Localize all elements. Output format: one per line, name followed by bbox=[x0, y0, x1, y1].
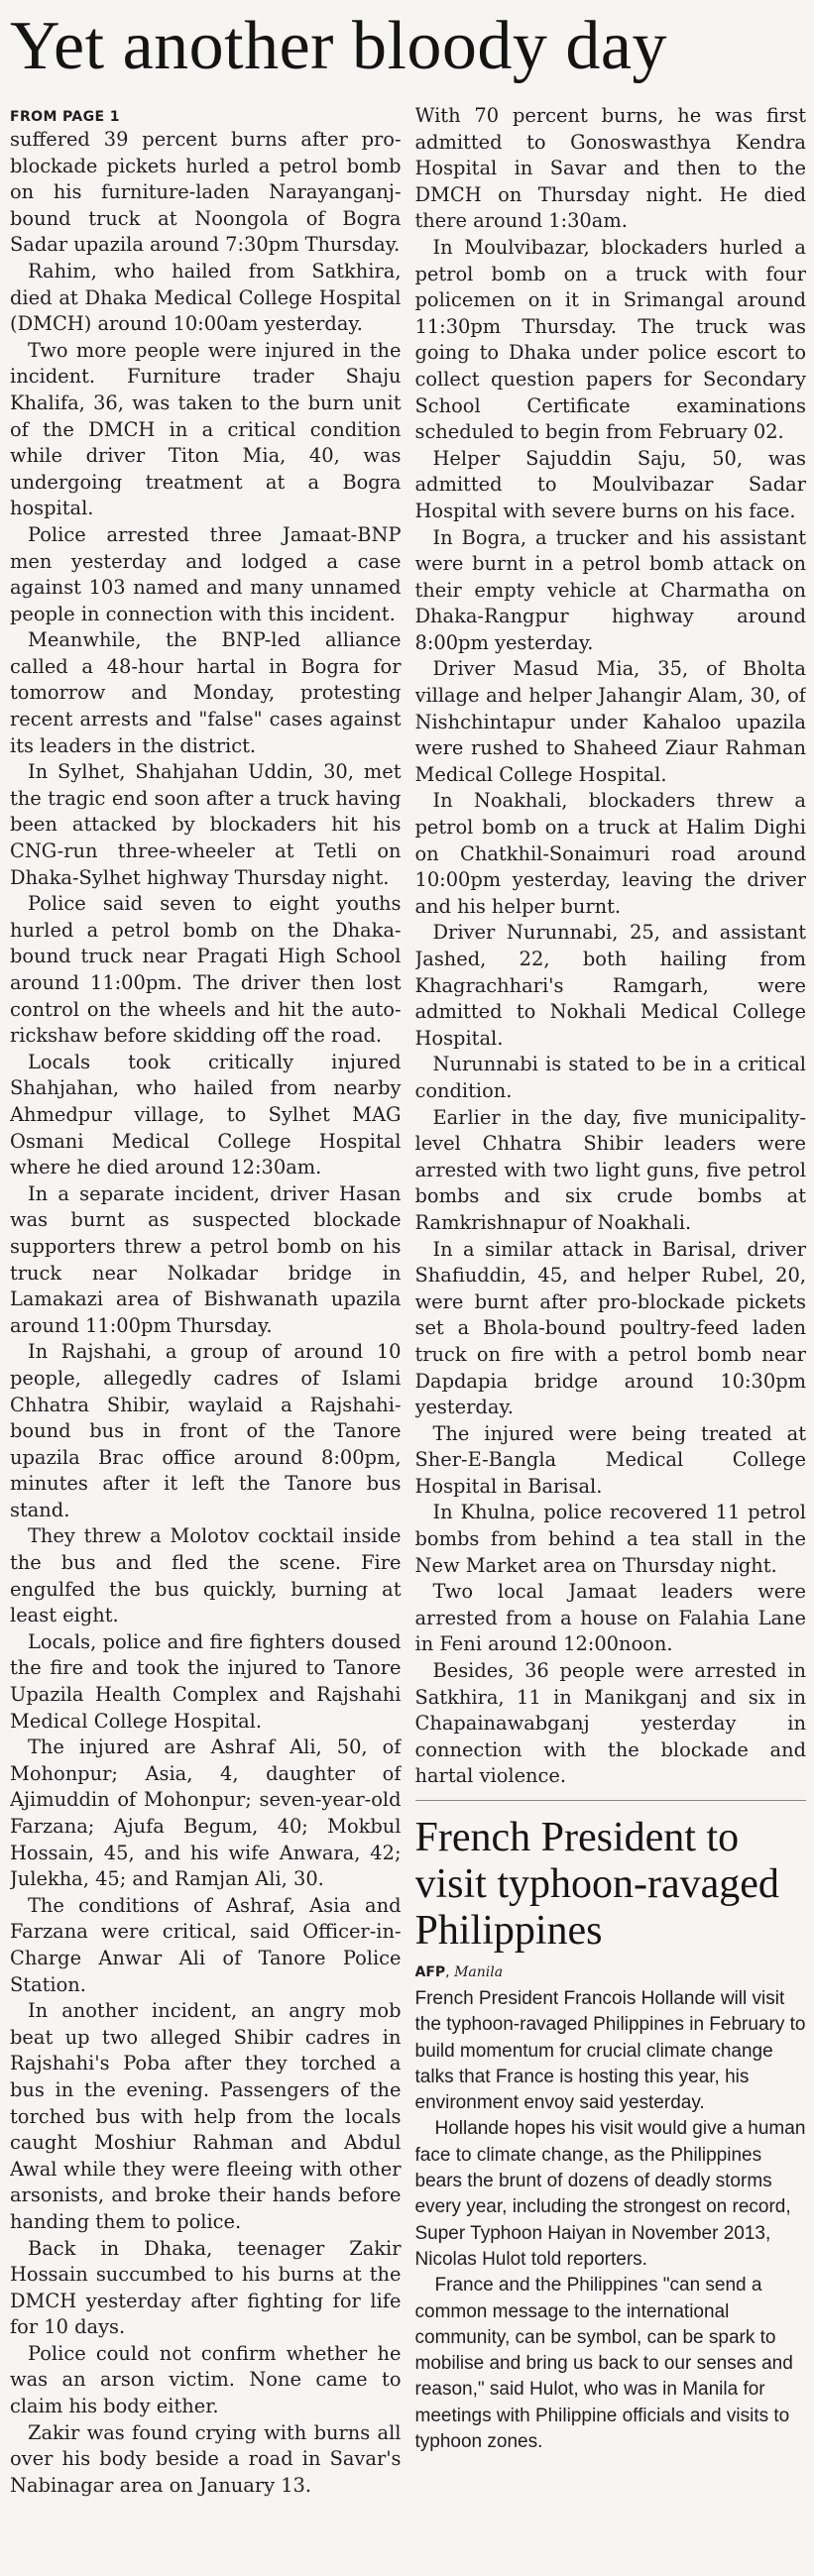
paragraph: Hollande hopes his visit would give a human face to climate change, as the Philippines bears the brunt of dozens of deadly storms every year, including the strongest on record, Super Typhoon Haiyan in November 2013, Nicolas Hulot told reporters. bbox=[414, 2118, 806, 2270]
paragraph: French President Francois Hollande will visit the typhoon-ravaged Philippines in February to build momentum for crucial climate change talks that France is hosting this year, his environment envoy said yesterday. bbox=[414, 1988, 806, 2114]
paragraph: In Noakhali, blockaders threw a petrol bomb on a truck at Halim Dighi on Chatkhil-Sonaimuri road around 10:00pm yesterday, leaving the driver and his helper burnt. bbox=[414, 789, 806, 918]
paragraph: Locals took critically injured Shahjahan, who hailed from nearby Ahmedpur village, to Sylhet MAG Osmani Medical College Hospital where he died around 12:30am. bbox=[10, 1050, 402, 1179]
newspaper-page bbox=[0, 8, 814, 2576]
paragraph: Nurunnabi is stated to be in a critical condition. bbox=[414, 1053, 806, 1102]
paragraph: Police could not confirm whether he was an arson victim. None came to claim his body either. bbox=[10, 2341, 402, 2418]
paragraph: Two local Jamaat leaders were arrested from a house on Falahia Lane in Feni around 12:00noon. bbox=[414, 1580, 806, 1656]
paragraph: The injured were being treated at Sher-E-Bangla Medical College Hospital in Barisal. bbox=[414, 1421, 806, 1498]
column-right bbox=[415, 103, 807, 2570]
paragraph: Two more people were injured in the incident. Furniture trader Shaju Khalifa, 36, was taken to the burn unit of the DMCH in a critical condition while driver Titon Mia, 40, was undergoing treatment at a Bogra hospital. bbox=[10, 338, 402, 520]
byline-place: Manila bbox=[454, 1964, 504, 1980]
paragraph: In a similar attack in Barisal, driver Shafiuddin, 45, and helper Rubel, 20, were burnt after pro-blockade pickets set a Bhola-bound poultry-feed laden truck on fire with a petrol bomb near Dapdapia bridge around 10:30pm yesterday. bbox=[414, 1237, 806, 1419]
column-left-body bbox=[10, 127, 402, 2499]
second-story-body bbox=[415, 1986, 807, 2455]
byline: AFP, Manila bbox=[414, 1964, 504, 1980]
paragraph: Police said seven to eight youths hurled a petrol bomb on the Dhaka-bound truck near Pragati High School around 11:00pm. The driver then lost control on the wheels and hit the auto-rickshaw before skidding off the road. bbox=[10, 892, 402, 1048]
story-divider bbox=[415, 1800, 807, 1801]
paragraph: Rahim, who hailed from Satkhira, died at Dhaka Medical College Hospital (DMCH) around 10:00am yesterday. bbox=[10, 259, 402, 336]
paragraph: In Rajshahi, a group of around 10 people, allegedly cadres of Islami Chhatra Shibir, waylaid a Rajshahi-bound bus in front of the Tanore upazila Brac office around 8:00pm, minutes after it left the Tanore bus stand. bbox=[10, 1340, 402, 1521]
paragraph: The conditions of Ashraf, Asia and Farzana were critical, said Officer-in-Charge Anwar Ali of Tanore Police Station. bbox=[10, 1893, 402, 1996]
paragraph: Besides, 36 people were arrested in Satkhira, 11 in Manikganj and six in Chapainawabganj yesterday in connection with the blockade and hartal violence. bbox=[414, 1659, 806, 1788]
paragraph: Police arrested three Jamaat-BNP men yesterday and lodged a case against 103 named and many unnamed people in connection with this incident. bbox=[10, 522, 402, 625]
paragraph: Locals, police and fire fighters doused the fire and took the injured to Tanore Upazila Health Complex and Rajshahi Medical College Hospital. bbox=[10, 1629, 402, 1733]
column-right-body bbox=[415, 103, 807, 1790]
paragraph: Driver Masud Mia, 35, of Bholta village and helper Jahangir Alam, 30, of Nishchintapur under Kahaloo upazila were rushed to Shaheed Ziaur Rahman Medical College Hospital. bbox=[414, 657, 806, 786]
paragraph: In Bogra, a trucker and his assistant were burnt in a petrol bomb attack on their empty vehicle at Charmatha on Dhaka-Rangpur highway around 8:00pm yesterday. bbox=[414, 525, 806, 654]
paragraph: With 70 percent burns, he was first admitted to Gonoswasthya Kendra Hospital in Savar and then to the DMCH on Thursday night. He died there around 1:30am. bbox=[414, 104, 806, 233]
paragraph: In Sylhet, Shahjahan Uddin, 30, met the tragic end soon after a truck having been attacked by blockaders hit his CNG-run three-wheeler at Tetli on Dhaka-Sylhet highway Thursday night. bbox=[10, 760, 402, 889]
byline-agency: AFP bbox=[414, 1964, 446, 1980]
headline: Yet another bloody day bbox=[10, 8, 667, 84]
paragraph: In a separate incident, driver Hasan was burnt as suspected blockade supporters threw a petrol bomb on his truck near Nolkadar bridge in Lamakazi area of Bishwanath upazila around 11:00pm Thursday. bbox=[10, 1181, 402, 1337]
paragraph: Meanwhile, the BNP-led alliance called a 48-hour hartal in Bogra for tomorrow and Monday, protesting recent arrests and "false" cases against its leaders in the district. bbox=[10, 628, 402, 757]
article-columns bbox=[10, 103, 806, 2570]
paragraph: suffered 39 percent burns after pro-blockade pickets hurled a petrol bomb on his furniture-laden Narayanganj-bound truck at Noongola of Bogra Sadar upazila around 7:30pm Thursday. bbox=[10, 128, 402, 257]
paragraph: Back in Dhaka, teenager Zakir Hossain succumbed to his burns at the DMCH yesterday after fighting for life for 10 days. bbox=[10, 2236, 402, 2339]
paragraph: Helper Sajuddin Saju, 50, was admitted to Moulvibazar Sadar Hospital with severe burns on his face. bbox=[414, 446, 806, 522]
paragraph: In another incident, an angry mob beat up two alleged Shibir cadres in Rajshahi's Poba after they torched a bus in the evening. Passengers of the torched bus with help from the locals caught Moshiur Rahman and Abdul Awal while they were fleeing with other arsonists, and broke their hands before handing them to police. bbox=[10, 1999, 402, 2233]
column-left bbox=[10, 103, 402, 2570]
paragraph: Driver Nurunnabi, 25, and assistant Jashed, 22, both hailing from Khagrachhari's Ramgarh, were admitted to Nokhali Medical College Hospital. bbox=[414, 921, 806, 1050]
paragraph: In Khulna, police recovered 11 petrol bombs from behind a tea stall in the New Market area on Thursday night. bbox=[414, 1501, 806, 1577]
paragraph: In Moulvibazar, blockaders hurled a petrol bomb on a truck with four policemen on it in Srimangal around 11:30pm Thursday. The truck was going to Dhaka under police escort to collect question papers for Secondary School Certificate examinations scheduled to begin from February 02. bbox=[414, 235, 806, 444]
second-story-headline: French President to visit typhoon-ravaged Philippines bbox=[414, 1815, 779, 1954]
paragraph: They threw a Molotov cocktail inside the bus and fled the scene. Fire engulfed the bus quickly, burning at least eight. bbox=[10, 1524, 402, 1627]
continuation-kicker: FROM PAGE 1 bbox=[10, 109, 120, 125]
paragraph: France and the Philippines "can send a common message to the international community, can be symbol, can be spark to mobilise and bring us back to our senses and reason," said Hulot, who was in Manila for meetings with Philippine officials and visits to typhoon zones. bbox=[414, 2275, 793, 2453]
paragraph: The injured are Ashraf Ali, 50, of Mohonpur; Asia, 4, daughter of Ajimuddin of Mohonpur; seven-year-old Farzana; Ajufa Begum, 40; Mokbul Hossain, 45, and his wife Anwara, 42; Julekha, 45; and Ramjan Ali, 30. bbox=[10, 1736, 402, 1891]
paragraph: Zakir was found crying with burns all over his body beside a road in Savar's Nabinagar area on January 13. bbox=[10, 2420, 402, 2497]
paragraph: Earlier in the day, five municipality-level Chhatra Shibir leaders were arrested with two light guns, five petrol bombs and six crude bombs at Ramkrishnapur of Noakhali. bbox=[414, 1105, 806, 1234]
